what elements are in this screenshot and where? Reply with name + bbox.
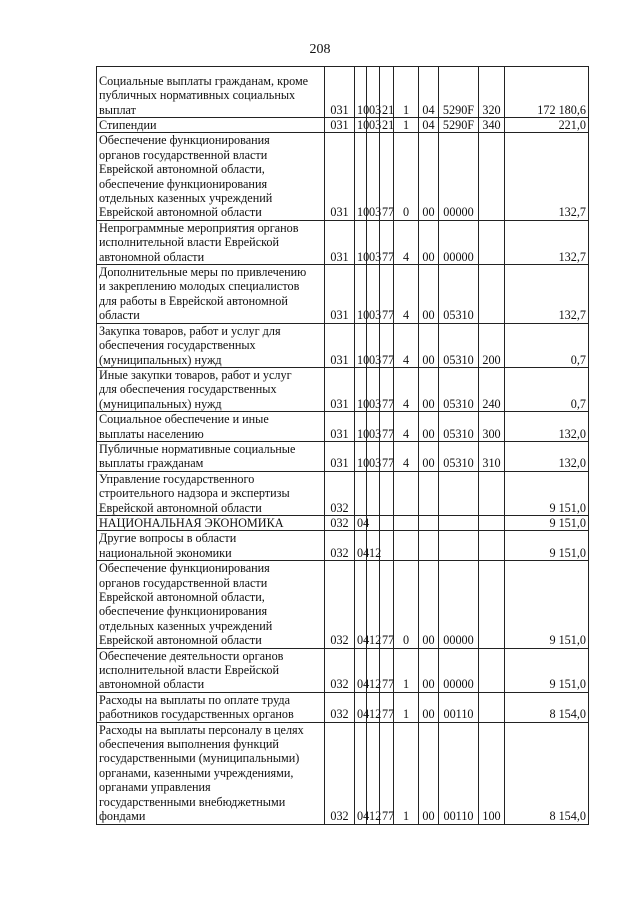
target-code-2-cell: 1 [394,118,419,133]
section-code-cell: 04 [355,515,367,530]
section-code-cell: 10 [355,323,367,367]
section-code-cell: 10 [355,441,367,471]
amount-cell: 9 151,0 [505,531,589,561]
target-code-4-cell: 00000 [439,133,479,220]
target-code-1-cell [380,515,394,530]
target-code-4-cell [439,515,479,530]
amount-cell: 132,0 [505,412,589,442]
target-code-3-cell: 00 [419,133,439,220]
target-code-2-cell: 4 [394,265,419,324]
table-row [97,118,589,133]
section-code-cell: 10 [355,133,367,220]
target-code-2-cell [394,471,419,515]
org-code-cell: 032 [325,471,355,515]
page-number: 208 [309,42,331,57]
target-code-2-cell: 1 [394,648,419,692]
expense-type-cell: 200 [479,323,505,367]
target-code-4-cell: 00000 [439,561,479,648]
table-row [97,412,589,442]
org-code-cell: 031 [325,265,355,324]
amount-cell: 132,7 [505,220,589,264]
target-code-4-cell: 00000 [439,648,479,692]
subsection-code-cell: 12 [367,531,380,561]
amount-cell: 9 151,0 [505,515,589,530]
expense-type-cell: 300 [479,412,505,442]
amount-cell: 8 154,0 [505,692,589,722]
item-name-cell: Непрограммные мероприятия органов исполнительной власти Еврейской автономной области [97,220,325,264]
target-code-2-cell: 0 [394,133,419,220]
org-code-cell: 031 [325,118,355,133]
section-code-cell: 04 [355,561,367,648]
expense-type-cell [479,561,505,648]
target-code-3-cell: 04 [419,118,439,133]
item-name-cell: Обеспечение функционирования органов государственной власти Еврейской автономной области, обеспечение функционирования отдельных казенных учреждений Еврейской автономной области [97,561,325,648]
target-code-3-cell [419,471,439,515]
table-row [97,220,589,264]
item-name-cell: Публичные нормативные социальные выплаты гражданам [97,441,325,471]
item-name-cell: Расходы на выплаты по оплате труда работников государственных органов [97,692,325,722]
target-code-1-cell: 77 [380,412,394,442]
target-code-1-cell: 77 [380,648,394,692]
target-code-1-cell: 77 [380,323,394,367]
target-code-2-cell: 0 [394,561,419,648]
target-code-1-cell: 77 [380,692,394,722]
target-code-2-cell: 4 [394,323,419,367]
budget-table [96,66,589,825]
target-code-3-cell: 00 [419,648,439,692]
table-row [97,441,589,471]
item-name-cell: Стипендии [97,118,325,133]
amount-cell: 0,7 [505,367,589,411]
target-code-4-cell: 00110 [439,692,479,722]
expense-type-cell [479,648,505,692]
item-name-cell: Социальное обеспечение и иные выплаты населению [97,412,325,442]
target-code-1-cell [380,531,394,561]
org-code-cell: 031 [325,367,355,411]
target-code-2-cell: 1 [394,67,419,118]
table-row [97,367,589,411]
target-code-4-cell: 00000 [439,220,479,264]
section-code-cell: 04 [355,722,367,824]
section-code-cell: 10 [355,67,367,118]
expense-type-cell [479,515,505,530]
subsection-code-cell: 03 [367,265,380,324]
expense-type-cell [479,692,505,722]
target-code-3-cell: 00 [419,412,439,442]
subsection-code-cell: 12 [367,722,380,824]
target-code-3-cell: 00 [419,441,439,471]
table-row [97,323,589,367]
item-name-cell: Расходы на выплаты персоналу в целях обеспечения выполнения функций государственными (муниципальными) органами, казенными учреждениями, органами управления государственными внебюджетными фондами [97,722,325,824]
target-code-3-cell: 00 [419,265,439,324]
amount-cell: 132,7 [505,133,589,220]
org-code-cell: 032 [325,531,355,561]
expense-type-cell: 320 [479,67,505,118]
expense-type-cell [479,265,505,324]
org-code-cell: 032 [325,561,355,648]
table-row [97,531,589,561]
subsection-code-cell: 03 [367,367,380,411]
subsection-code-cell: 03 [367,220,380,264]
org-code-cell: 031 [325,412,355,442]
target-code-1-cell: 21 [380,67,394,118]
subsection-code-cell: 03 [367,412,380,442]
section-code-cell [355,471,367,515]
expense-type-cell: 310 [479,441,505,471]
table-row [97,561,589,648]
target-code-4-cell [439,471,479,515]
target-code-2-cell: 1 [394,722,419,824]
target-code-1-cell: 21 [380,118,394,133]
target-code-1-cell: 77 [380,367,394,411]
section-code-cell: 10 [355,220,367,264]
table-row [97,722,589,824]
target-code-3-cell: 00 [419,722,439,824]
amount-cell: 9 151,0 [505,561,589,648]
subsection-code-cell: 03 [367,323,380,367]
target-code-4-cell: 05310 [439,441,479,471]
expense-type-cell [479,220,505,264]
org-code-cell: 032 [325,648,355,692]
target-code-4-cell: 5290F [439,67,479,118]
org-code-cell: 031 [325,323,355,367]
subsection-code-cell: 12 [367,648,380,692]
expense-type-cell: 100 [479,722,505,824]
target-code-1-cell: 77 [380,220,394,264]
org-code-cell: 031 [325,220,355,264]
table-row [97,648,589,692]
org-code-cell: 032 [325,722,355,824]
target-code-4-cell: 5290F [439,118,479,133]
org-code-cell: 032 [325,692,355,722]
target-code-4-cell: 05310 [439,367,479,411]
item-name-cell: Обеспечение деятельности органов исполнительной власти Еврейской автономной области [97,648,325,692]
amount-cell: 0,7 [505,323,589,367]
target-code-3-cell: 00 [419,692,439,722]
target-code-2-cell: 4 [394,412,419,442]
item-name-cell: Иные закупки товаров, работ и услуг для обеспечения государственных (муниципальных) нужд [97,367,325,411]
org-code-cell: 032 [325,515,355,530]
org-code-cell: 031 [325,67,355,118]
amount-cell: 9 151,0 [505,471,589,515]
subsection-code-cell [367,471,380,515]
expense-type-cell [479,471,505,515]
item-name-cell: Дополнительные меры по привлечению и закреплению молодых специалистов для работы в Еврейской автономной области [97,265,325,324]
target-code-3-cell: 04 [419,67,439,118]
target-code-2-cell: 4 [394,441,419,471]
table-row [97,133,589,220]
expense-type-cell [479,531,505,561]
subsection-code-cell: 12 [367,692,380,722]
org-code-cell: 031 [325,441,355,471]
target-code-4-cell: 05310 [439,265,479,324]
section-code-cell: 10 [355,118,367,133]
target-code-3-cell: 00 [419,367,439,411]
table-row [97,515,589,530]
section-code-cell: 04 [355,692,367,722]
target-code-3-cell [419,531,439,561]
subsection-code-cell: 12 [367,561,380,648]
section-code-cell: 10 [355,367,367,411]
amount-cell: 9 151,0 [505,648,589,692]
subsection-code-cell: 03 [367,133,380,220]
item-name-cell: Обеспечение функционирования органов государственной власти Еврейской автономной области, обеспечение функционирования отдельных казенных учреждений Еврейской автономной области [97,133,325,220]
item-name-cell: Социальные выплаты гражданам, кроме публичных нормативных социальных выплат [97,67,325,118]
amount-cell: 221,0 [505,118,589,133]
target-code-3-cell: 00 [419,561,439,648]
expense-type-cell: 340 [479,118,505,133]
target-code-1-cell: 77 [380,722,394,824]
subsection-code-cell: 03 [367,118,380,133]
amount-cell: 132,0 [505,441,589,471]
target-code-3-cell [419,515,439,530]
target-code-4-cell: 05310 [439,412,479,442]
section-code-cell: 04 [355,648,367,692]
target-code-4-cell: 00110 [439,722,479,824]
section-code-cell: 10 [355,265,367,324]
subsection-code-cell: 03 [367,67,380,118]
target-code-2-cell [394,515,419,530]
target-code-4-cell: 05310 [439,323,479,367]
target-code-1-cell: 77 [380,441,394,471]
target-code-2-cell: 4 [394,367,419,411]
amount-cell: 8 154,0 [505,722,589,824]
table-row [97,471,589,515]
table-row [97,67,589,118]
target-code-1-cell: 77 [380,265,394,324]
section-code-cell: 04 [355,531,367,561]
table-row [97,692,589,722]
target-code-1-cell [380,471,394,515]
item-name-cell: Управление государственного строительного надзора и экспертизы Еврейской автономной области [97,471,325,515]
target-code-2-cell [394,531,419,561]
section-code-cell: 10 [355,412,367,442]
table-row [97,265,589,324]
org-code-cell: 031 [325,133,355,220]
item-name-cell: НАЦИОНАЛЬНАЯ ЭКОНОМИКА [97,515,325,530]
target-code-1-cell: 77 [380,561,394,648]
amount-cell: 132,7 [505,265,589,324]
target-code-2-cell: 4 [394,220,419,264]
expense-type-cell [479,133,505,220]
target-code-2-cell: 1 [394,692,419,722]
subsection-code-cell: 03 [367,441,380,471]
target-code-1-cell: 77 [380,133,394,220]
amount-cell: 172 180,6 [505,67,589,118]
item-name-cell: Закупка товаров, работ и услуг для обеспечения государственных (муниципальных) нужд [97,323,325,367]
target-code-3-cell: 00 [419,323,439,367]
item-name-cell: Другие вопросы в области национальной экономики [97,531,325,561]
target-code-3-cell: 00 [419,220,439,264]
expense-type-cell: 240 [479,367,505,411]
target-code-4-cell [439,531,479,561]
